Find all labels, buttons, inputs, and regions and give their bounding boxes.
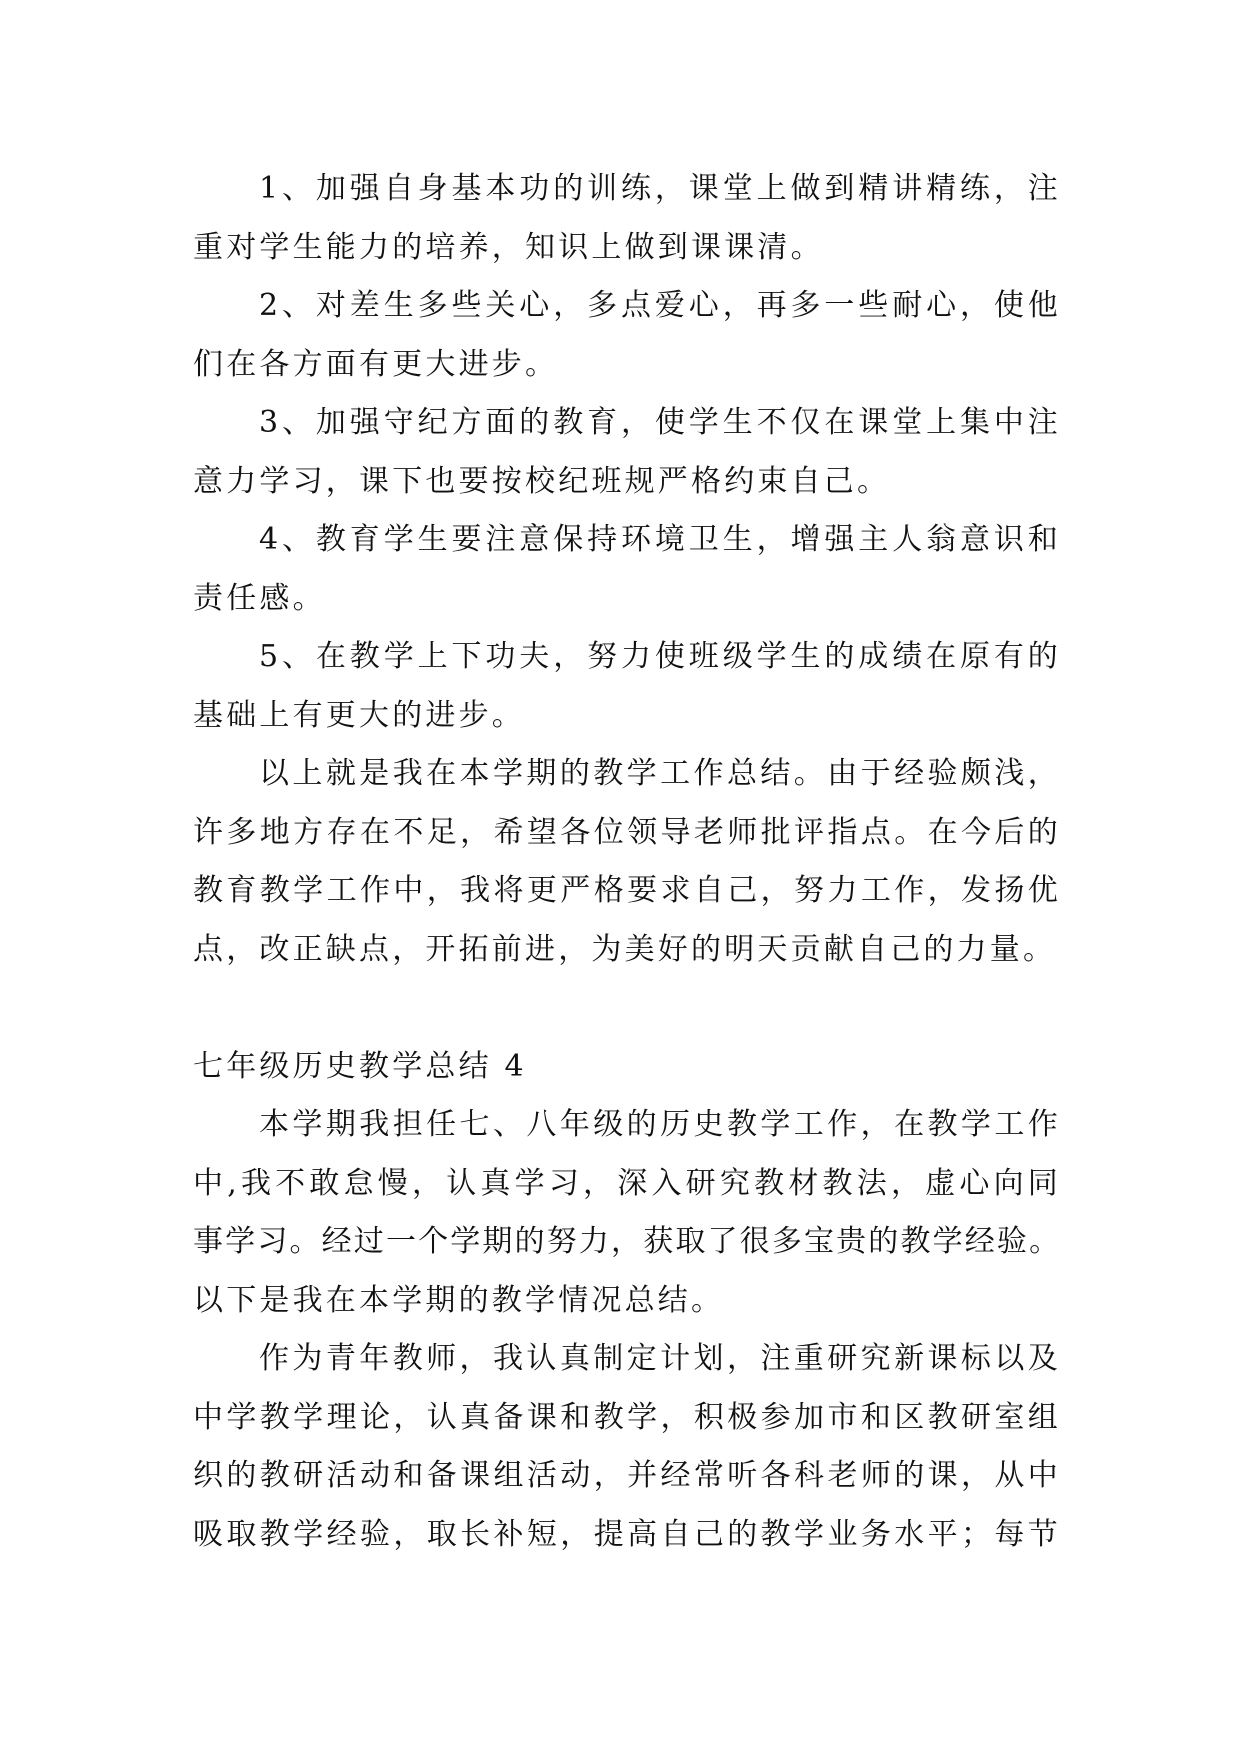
paragraph-line: 意力学习，课下也要按校纪班规严格约束自己。 (193, 463, 891, 499)
paragraph (193, 1096, 1061, 1330)
paragraph-line: 织的教研活动和备课组活动，并经常听各科老师的课，从中 (193, 1458, 1061, 1493)
paragraph-line: 2、对差生多些关心，多点爱心，再多一些耐心，使他 (259, 288, 1061, 323)
paragraph-line: 本学期我担任七、八年级的历史教学工作，在教学工作 (259, 1107, 1061, 1142)
paragraph-line: 1、加强自身基本功的训练，课堂上做到精讲精练，注 (259, 171, 1061, 206)
section-heading: 七年级历史教学总结 4 (193, 1048, 527, 1084)
paragraph-line: 中,我不敢怠慢，认真学习，深入研究教材教法，虚心向同 (193, 1165, 1061, 1201)
paragraph-line: 5、在教学上下功夫，努力使班级学生的成绩在原有的 (259, 639, 1061, 674)
paragraph-line: 重对学生能力的培养，知识上做到课课清。 (193, 229, 824, 265)
paragraph-line: 吸取教学经验，取长补短，提高自己的教学业务水平；每节 (193, 1516, 1061, 1552)
paragraph (193, 160, 1061, 277)
paragraph (193, 628, 1061, 745)
paragraph-line: 责任感。 (193, 580, 326, 616)
paragraph-line: 点，改正缺点，开拓前进，为美好的明天贡献自己的力量。 (193, 931, 1057, 967)
paragraph-line: 许多地方存在不足，希望各位领导老师批评指点。在今后的 (193, 814, 1061, 850)
paragraph-line: 作为青年教师，我认真制定计划，注重研究新课标以及 (259, 1341, 1061, 1376)
document-body (193, 160, 1061, 1564)
paragraph-line: 事学习。经过一个学期的努力，获取了很多宝贵的教学经验。 (193, 1224, 1061, 1259)
paragraph-line: 中学教学理论，认真备课和教学，积极参加市和区教研室组 (193, 1399, 1061, 1435)
paragraph-line: 教育教学工作中，我将更严格要求自己，努力工作，发扬优 (193, 873, 1061, 908)
paragraph-line: 以上就是我在本学期的教学工作总结。由于经验颇浅， (259, 756, 1061, 791)
paragraph-line: 4、教育学生要注意保持环境卫生，增强主人翁意识和 (259, 522, 1061, 557)
paragraph (193, 511, 1061, 628)
paragraph (193, 745, 1061, 979)
paragraph (193, 277, 1061, 394)
paragraph-line: 基础上有更大的进步。 (193, 697, 525, 733)
paragraph-line: 3、加强守纪方面的教育，使学生不仅在课堂上集中注 (259, 405, 1061, 440)
paragraph (193, 394, 1061, 511)
paragraph (193, 1330, 1061, 1564)
paragraph-line: 们在各方面有更大进步。 (193, 346, 559, 382)
paragraph-line: 以下是我在本学期的教学情况总结。 (193, 1282, 725, 1318)
